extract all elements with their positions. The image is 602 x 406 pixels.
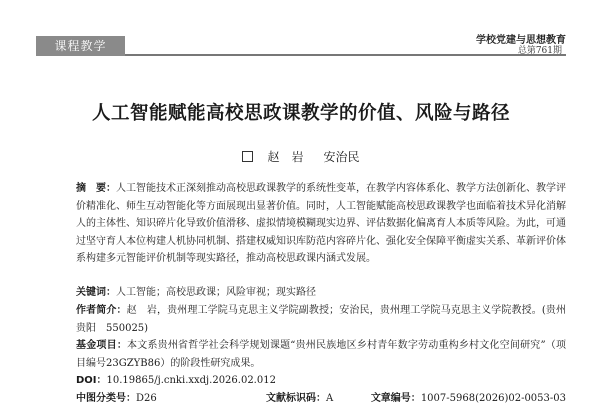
- article-number: 文章编号：1007-5968(2026)02-0053-03: [370, 393, 566, 404]
- keywords: [76, 284, 566, 302]
- clc-code: 中图分类号：D26: [76, 393, 157, 404]
- doi: [76, 372, 566, 390]
- journal-name: 学校党建与思想教育: [476, 35, 566, 46]
- author-1: 赵 岩: [267, 150, 304, 164]
- square-icon: [242, 151, 253, 162]
- author-intro-text: 赵 岩，贵州理工学院马克思主义学院副教授；安治民，贵州理工学院马克思主义学院教授。(贵州 贵阳 550025): [76, 305, 577, 334]
- author-intro: [76, 302, 577, 337]
- doi-label: DOI：: [76, 375, 107, 386]
- fund-text: 本文系贵州省哲学社会科学规划课题“贵州民族地区乡村青年数字劳动重构乡村文化空间研究”（项目编号23GZYB86）的阶段性研究成果。: [76, 340, 567, 369]
- author-2: 安治民: [323, 150, 360, 164]
- abstract-label: 摘 要：: [76, 183, 116, 194]
- section-label: 课程教学: [36, 36, 125, 56]
- doi-value: 10.19865/j.cnki.xxdj.2026.02.012: [106, 375, 276, 386]
- abstract-text: 人工智能技术正深刻推动高校思政课教学的系统性变革，在教学内容体系化、教学方法创新化、教学评价精准化、师生互动智能化等方面展现出显著价值。同时，人工智能赋能高校思政课教学也面临着技术异化消解人的主体性、知识碎片化导致价值滑移、虚拟情境模糊现实边界、评估数据化偏离育人本质等风险。为此，可通过坚守育人本位构建人机协同机制、搭建权威知识库防范内容碎片化、强化安全保障平衡虚实关系、革新评价体系构建多元智能评价机制等现实路径，推动高校思政课内涵式发展。: [76, 183, 566, 264]
- author-intro-label: 作者简介：: [76, 305, 127, 316]
- author-line: [0, 148, 602, 165]
- document-code: 文献标识码：A: [266, 393, 334, 404]
- issue-number: 总第761期: [517, 46, 562, 56]
- keywords-label: 关键词：: [76, 287, 116, 298]
- keywords-text: 人工智能；高校思政课；风险审视；现实路径: [116, 287, 316, 298]
- fund-info: [76, 337, 566, 372]
- abstract: [76, 180, 566, 268]
- page-header: [0, 0, 602, 60]
- header-rule: [125, 54, 566, 56]
- fund-label: 基金项目：: [76, 340, 128, 351]
- article-title: 人工智能赋能高校思政课教学的价值、风险与路径: [91, 103, 510, 124]
